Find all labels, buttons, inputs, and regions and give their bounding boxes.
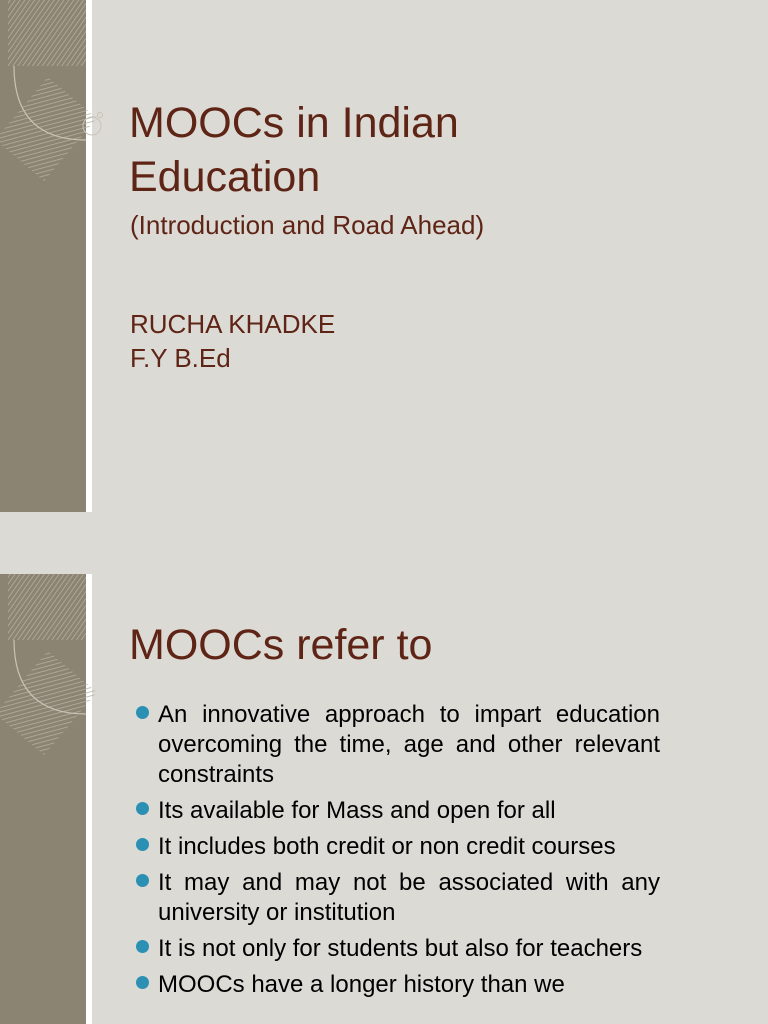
list-item — [135, 832, 660, 862]
list-item — [135, 868, 660, 928]
list-item — [135, 700, 660, 790]
bullet-text: It includes both credit or non credit courses — [158, 833, 616, 860]
author-block — [130, 307, 335, 375]
bullet-icon — [136, 976, 149, 989]
list-item — [135, 934, 660, 964]
bullet-icon — [136, 874, 149, 887]
list-item — [135, 970, 660, 1000]
slide-subtitle: (Introduction and Road Ahead) — [130, 210, 485, 240]
sidebar-pattern-icon — [0, 0, 110, 512]
slide-title: MOOCs refer to — [129, 621, 433, 669]
bullet-text: It may and may not be associated with any university or institution — [158, 869, 660, 926]
author-class: F.Y B.Ed — [130, 343, 231, 373]
bullet-text: An innovative approach to impart education overcoming the time, age and other relevant constraints — [158, 701, 660, 788]
list-item — [135, 796, 660, 826]
sidebar-pattern-icon — [0, 574, 110, 834]
title-line-1: MOOCs in Indian — [129, 99, 459, 147]
slide-title — [129, 96, 689, 204]
bullet-text: MOOCs have a longer history than we — [158, 971, 565, 998]
bullet-icon — [136, 802, 149, 815]
bullet-icon — [136, 706, 149, 719]
bullet-list — [135, 700, 660, 1006]
content-slide — [0, 574, 768, 1024]
author-name: RUCHA KHADKE — [130, 309, 336, 339]
bullet-text: Its available for Mass and open for all — [158, 797, 556, 824]
slide-gap — [0, 512, 768, 574]
bullet-icon — [136, 838, 149, 851]
bullet-icon — [136, 940, 149, 953]
bullet-text: It is not only for students but also for teachers — [158, 935, 643, 962]
title-line-2: Education — [129, 153, 321, 201]
